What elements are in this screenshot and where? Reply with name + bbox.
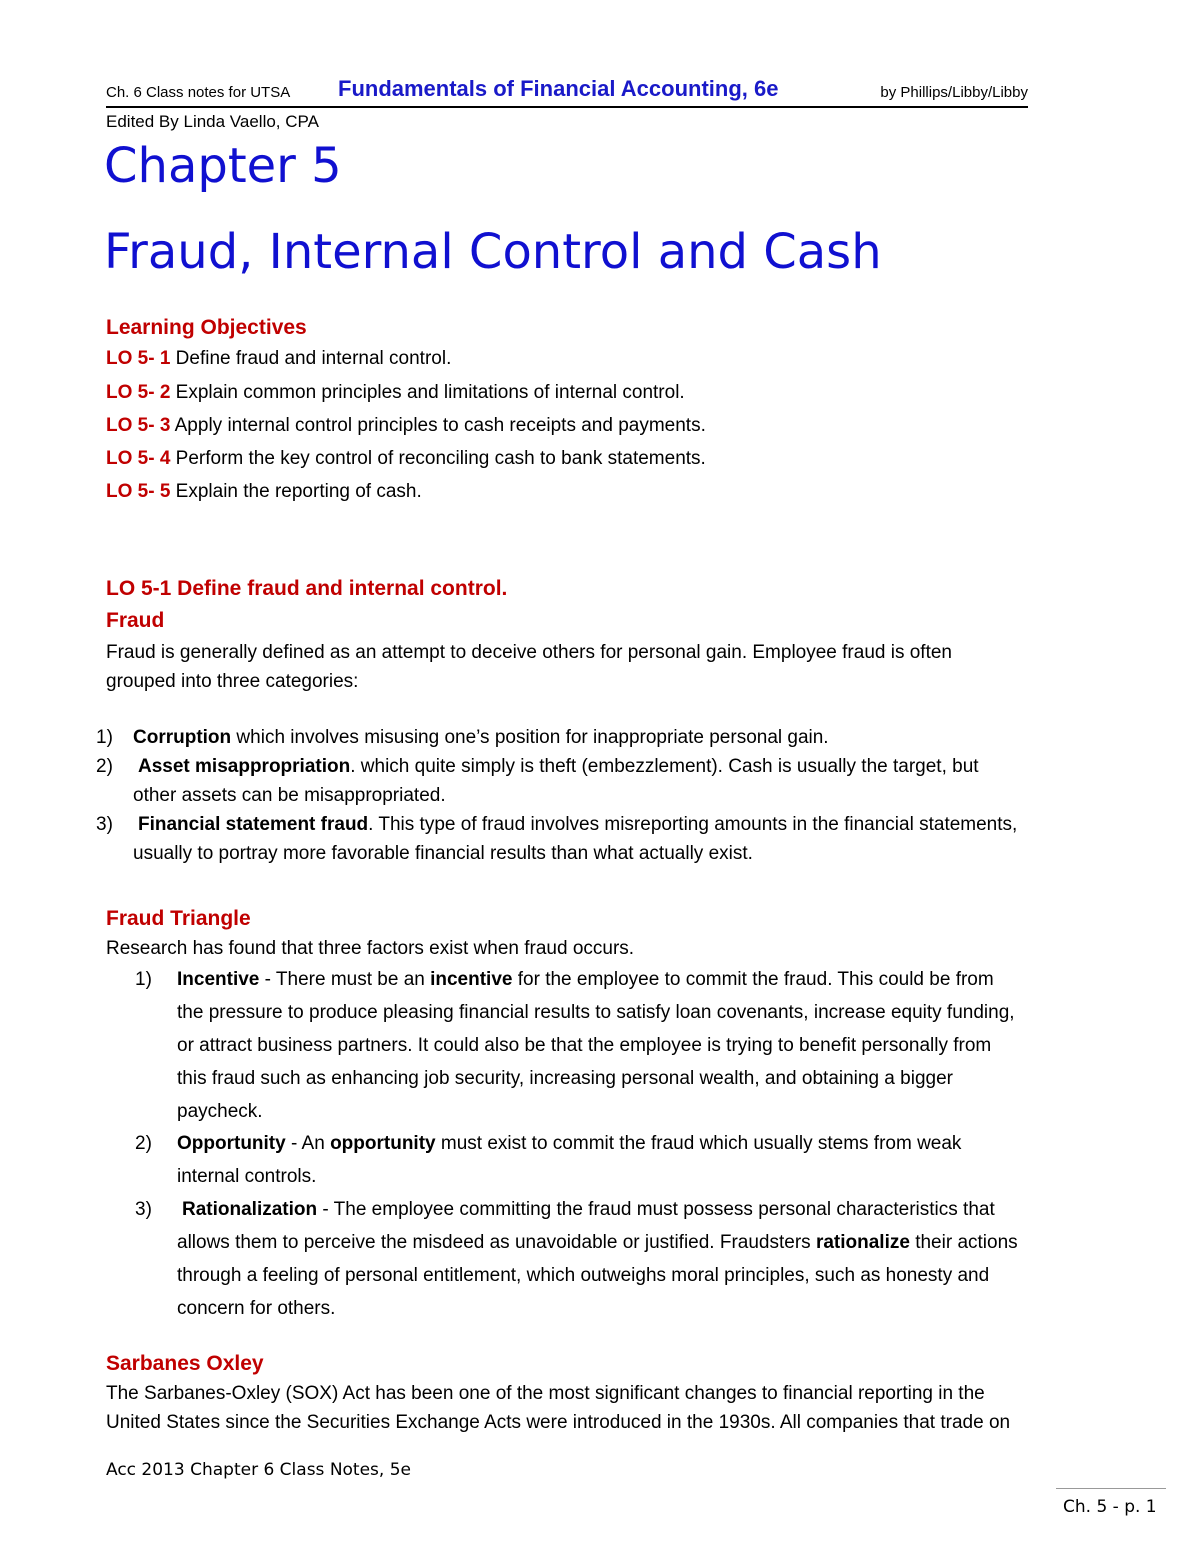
list-number: 3) bbox=[135, 1199, 152, 1220]
sox-heading: Sarbanes Oxley bbox=[106, 1352, 264, 1375]
edited-by: Edited By Linda Vaello, CPA bbox=[106, 112, 319, 131]
header-book-title: Fundamentals of Financial Accounting, 6e bbox=[338, 76, 779, 101]
lo-text: Define fraud and internal control. bbox=[170, 348, 452, 369]
triangle-text-continued bbox=[177, 1232, 1018, 1254]
triangle-item-opportunity bbox=[177, 1133, 961, 1155]
triangle-term: Incentive bbox=[177, 969, 260, 990]
triangle-term: Rationalization bbox=[182, 1199, 318, 1220]
sox-text-line: United States since the Securities Exchange Acts were introduced in the 1930s. All companies that trade on bbox=[106, 1412, 1011, 1433]
lo-id: LO 5- 2 bbox=[106, 382, 171, 403]
triangle-text: - The employee committing the fraud must possess personal characteristics that bbox=[317, 1199, 995, 1220]
triangle-text-continued: concern for others. bbox=[177, 1298, 336, 1319]
fraud-category-item bbox=[138, 814, 1017, 836]
footer-course: Acc 2013 Chapter 6 Class Notes, 5e bbox=[106, 1460, 411, 1480]
category-text: which involves misusing one’s position for inappropriate personal gain. bbox=[231, 727, 829, 748]
page-header bbox=[106, 76, 1028, 108]
page-number: Ch. 5 - p. 1 bbox=[1063, 1497, 1157, 1517]
lo-id: LO 5- 1 bbox=[106, 348, 171, 369]
category-term: Asset misappropriation bbox=[138, 756, 351, 777]
fraud-triangle-heading: Fraud Triangle bbox=[106, 907, 251, 930]
learning-objectives-heading: Learning Objectives bbox=[106, 316, 307, 339]
triangle-text: must exist to commit the fraud which usually stems from weak bbox=[435, 1133, 962, 1154]
lo-id: LO 5- 5 bbox=[106, 481, 171, 502]
triangle-text-continued: through a feeling of personal entitlement, which outweighs moral principles, such as honesty and bbox=[177, 1265, 990, 1286]
learning-objective-item bbox=[106, 348, 451, 370]
list-number: 1) bbox=[135, 969, 152, 990]
triangle-term: Opportunity bbox=[177, 1133, 286, 1154]
triangle-text: allows them to perceive the misdeed as unavoidable or justified. Fraudsters bbox=[177, 1232, 816, 1253]
list-number: 1) bbox=[96, 727, 113, 748]
category-text: . which quite simply is theft (embezzlement). Cash is usually the target, but bbox=[350, 756, 979, 777]
triangle-text: - There must be an bbox=[259, 969, 431, 990]
triangle-text-continued: this fraud such as enhancing job security, increasing personal wealth, and obtaining a bigger bbox=[177, 1068, 953, 1089]
triangle-text-continued: internal controls. bbox=[177, 1166, 317, 1187]
category-term: Financial statement fraud bbox=[138, 814, 369, 835]
list-number: 2) bbox=[96, 756, 113, 777]
header-authors: by Phillips/Libby/Libby bbox=[880, 84, 1028, 101]
header-left: Ch. 6 Class notes for UTSA bbox=[106, 84, 291, 101]
category-text-continued: usually to portray more favorable financial results than what actually exist. bbox=[133, 843, 753, 864]
category-text: . This type of fraud involves misreporting amounts in the financial statements, bbox=[368, 814, 1018, 835]
fraud-category-item bbox=[133, 727, 829, 749]
sox-text-line: The Sarbanes-Oxley (SOX) Act has been one of the most significant changes to financial reporting in the bbox=[106, 1383, 985, 1404]
learning-objective-item bbox=[106, 382, 685, 404]
lo-text: Explain the reporting of cash. bbox=[170, 481, 422, 502]
learning-objective-item bbox=[106, 481, 422, 503]
fraud-category-item bbox=[138, 756, 979, 778]
fraud-intro-line: grouped into three categories: bbox=[106, 671, 359, 692]
triangle-item-incentive bbox=[177, 969, 994, 991]
lo-text: Explain common principles and limitations of internal control. bbox=[170, 382, 685, 403]
list-number: 2) bbox=[135, 1133, 152, 1154]
lo-text: Apply internal control principles to cash receipts and payments. bbox=[170, 415, 706, 436]
fraud-triangle-intro: Research has found that three factors exist when fraud occurs. bbox=[106, 938, 635, 959]
triangle-bold-word: opportunity bbox=[330, 1133, 436, 1154]
triangle-text: - An bbox=[285, 1133, 331, 1154]
lo-id: LO 5- 3 bbox=[106, 415, 171, 436]
lo-id: LO 5- 4 bbox=[106, 448, 171, 469]
triangle-text-continued: paycheck. bbox=[177, 1101, 263, 1122]
chapter-subtitle: Fraud, Internal Control and Cash bbox=[104, 224, 882, 280]
category-text-continued: other assets can be misappropriated. bbox=[133, 785, 446, 806]
fraud-intro-line: Fraud is generally defined as an attempt to deceive others for personal gain. Employee fraud is often bbox=[106, 642, 952, 663]
learning-objective-item bbox=[106, 448, 706, 470]
lo1-section-heading: LO 5-1 Define fraud and internal control. bbox=[106, 577, 508, 600]
fraud-heading: Fraud bbox=[106, 609, 165, 632]
list-number: 3) bbox=[96, 814, 113, 835]
triangle-text-continued: or attract business partners. It could also be that the employee is trying to benefit personally from bbox=[177, 1035, 992, 1056]
triangle-bold-word: rationalize bbox=[815, 1232, 910, 1253]
triangle-text: for the employee to commit the fraud. This could be from bbox=[512, 969, 994, 990]
triangle-text-continued: the pressure to produce pleasing financial results to satisfy loan covenants, increase equity funding, bbox=[177, 1002, 1015, 1023]
triangle-bold-word: incentive bbox=[430, 969, 513, 990]
footer-divider bbox=[1056, 1488, 1166, 1489]
learning-objective-item bbox=[106, 415, 706, 437]
triangle-text: their actions bbox=[909, 1232, 1018, 1253]
triangle-item-rationalization bbox=[182, 1199, 995, 1221]
category-term: Corruption bbox=[133, 727, 232, 748]
lo-text: Perform the key control of reconciling cash to bank statements. bbox=[170, 448, 706, 469]
chapter-title: Chapter 5 bbox=[104, 138, 342, 194]
